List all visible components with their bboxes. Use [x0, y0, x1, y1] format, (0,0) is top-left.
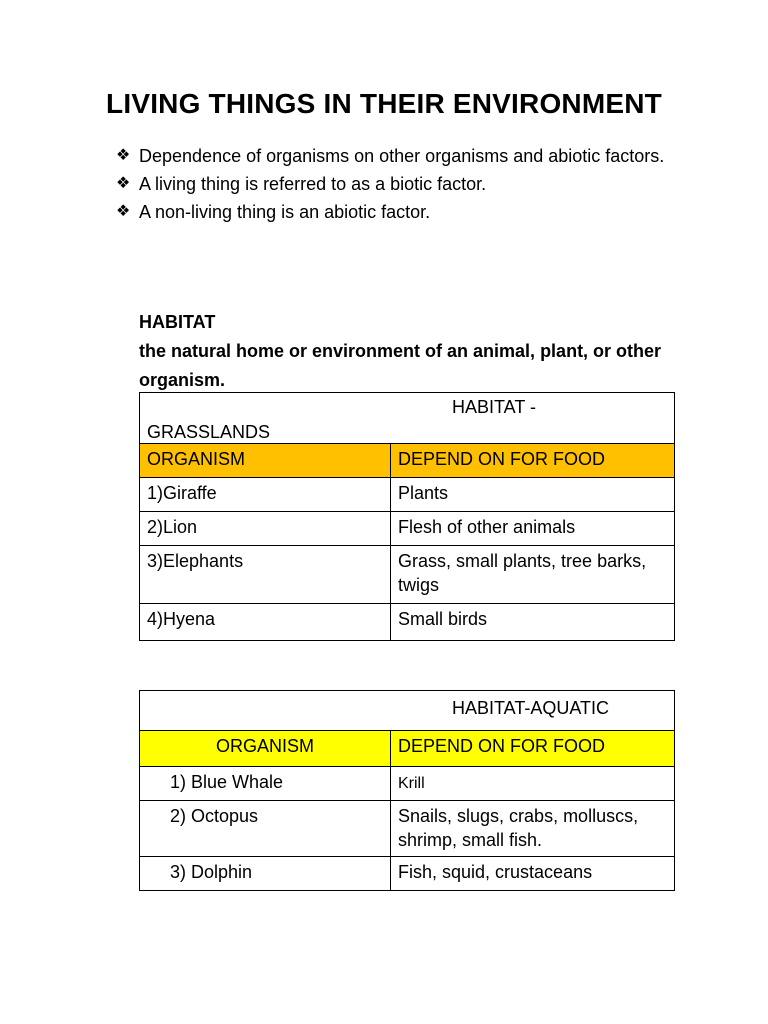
header-food: DEPEND ON FOR FOOD [391, 444, 675, 478]
diamond-bullet-icon: ❖ [116, 203, 131, 220]
food-cell: Plants [391, 478, 675, 512]
table-title-line2: GRASSLANDS [147, 422, 271, 442]
table-title-row [140, 691, 675, 731]
grasslands-table [139, 392, 675, 641]
table-title-line1: HABITAT - [452, 397, 537, 417]
table-row [140, 546, 675, 604]
organism-cell: 4)Hyena [140, 604, 391, 641]
habitat-heading: HABITAT [139, 312, 216, 332]
table-title-row [140, 393, 675, 444]
header-food: DEPEND ON FOR FOOD [391, 731, 675, 767]
aquatic-table [139, 690, 675, 891]
table-title-cell: HABITAT-AQUATIC [140, 691, 675, 731]
food-cell: Flesh of other animals [391, 512, 675, 546]
food-cell: Snails, slugs, crabs, molluscs, shrimp, small fish. [391, 801, 675, 857]
organism-cell: 2) Octopus [140, 801, 391, 857]
organism-cell: 1)Giraffe [140, 478, 391, 512]
food-cell [391, 767, 675, 801]
organism-cell: 3)Elephants [140, 546, 391, 604]
page-title: LIVING THINGS IN THEIR ENVIRONMENT [106, 88, 662, 119]
table-row [140, 478, 675, 512]
table-title-cell [140, 393, 675, 444]
habitat-section [139, 308, 699, 395]
bullet-text: A non-living thing is an abiotic factor. [139, 202, 431, 222]
organism-cell: 3) Dolphin [140, 857, 391, 891]
table-header-row [140, 731, 675, 767]
header-organism: ORGANISM [140, 444, 391, 478]
table-row [140, 767, 675, 801]
bullet-text: Dependence of organisms on other organisms and abiotic factors. [139, 146, 665, 166]
bullet-text: A living thing is referred to as a biotic factor. [139, 174, 487, 194]
bullet-item [116, 198, 686, 226]
table-row [140, 604, 675, 641]
table-header-row [140, 444, 675, 478]
table-row [140, 512, 675, 546]
food-cell: Fish, squid, crustaceans [391, 857, 675, 891]
diamond-bullet-icon: ❖ [116, 175, 131, 192]
bullet-list [116, 142, 686, 226]
habitat-definition: the natural home or environment of an animal, plant, or other organism. [139, 341, 662, 390]
diamond-bullet-icon: ❖ [116, 147, 131, 164]
table-row [140, 857, 675, 891]
food-cell: Small birds [391, 604, 675, 641]
table-row [140, 801, 675, 857]
food-text: Krill [398, 775, 425, 792]
header-organism: ORGANISM [140, 731, 391, 767]
bullet-item [116, 170, 686, 198]
organism-cell: 2)Lion [140, 512, 391, 546]
bullet-item [116, 142, 686, 170]
food-cell: Grass, small plants, tree barks, twigs [391, 546, 675, 604]
organism-cell: 1) Blue Whale [140, 767, 391, 801]
